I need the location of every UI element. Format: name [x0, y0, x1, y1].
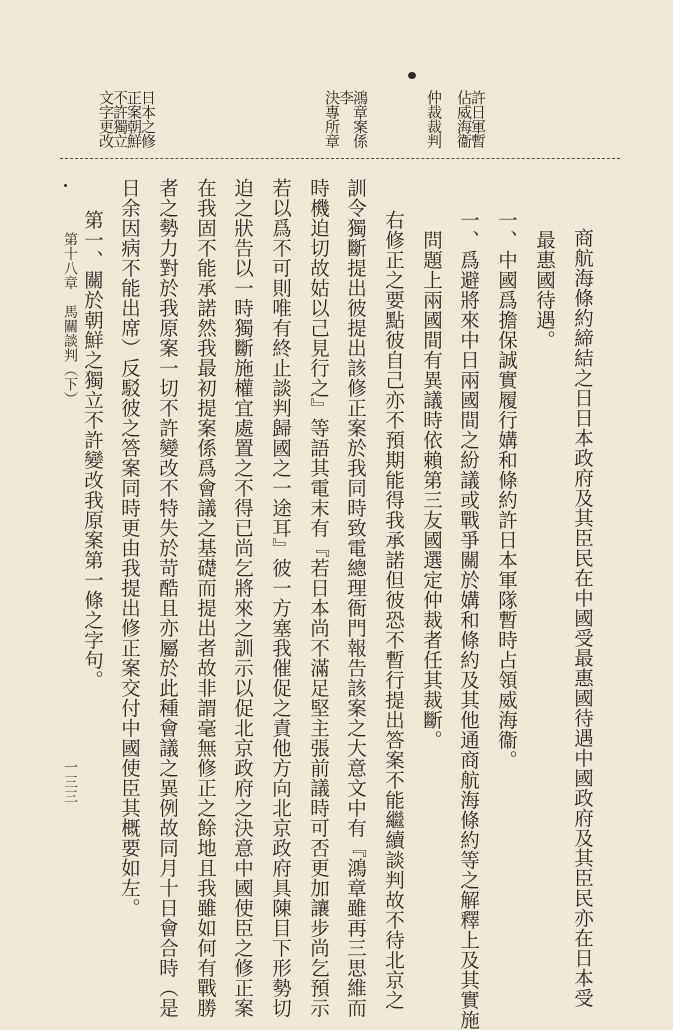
- footer-dot: [64, 184, 67, 187]
- body-line-6: 右修正之要點彼自己亦不預期能得我承諾但彼恐不暫行提出答案不能繼續談判故不待北京之: [382, 190, 405, 1010]
- body-line-4: 一、爲避將來中日兩國間之紛議或戰爭關於媾和條約及其他通商航海條約等之解釋上及其實施: [457, 210, 480, 1030]
- margin-note-text: 鴻章案係李 決專所章: [323, 90, 369, 148]
- margin-note-li-proposal: [325, 90, 367, 156]
- body-line-9: 若以爲不可則唯有終止談判歸國之一途耳』彼一方塞我催促之責他方向北京政府具陳目下形勢切: [269, 178, 292, 1018]
- body-line-3: 一、中國爲擔保誠實履行媾和條約許日本軍隊暫時占領威海衞。: [495, 210, 518, 770]
- margin-note-japan-revision: [99, 90, 155, 156]
- margin-note-arbitration: [427, 90, 441, 156]
- body-line-5: 問題上兩國間有異議時依賴第三友國選定仲裁者任其裁斷。: [420, 210, 443, 750]
- body-line-12: 者之勢力對於我原案一切不許變改不特失於苛酷且亦屬於此種會議之異例故同月十日會合時（是: [156, 178, 179, 1018]
- body-line-2: 最惠國待遇。: [533, 210, 556, 350]
- margin-note-text: 日本之修 正案朝鮮 不許獨立 文字更改: [97, 90, 157, 148]
- footer-chapter: 第十八章 馬關談判（下）: [62, 232, 78, 406]
- body-line-14: 第一、關於朝鮮之獨立不許變改我原案第一條之字句。: [81, 190, 104, 690]
- body-line-10: 迫之狀告以一時獨斷施權宜處置之不得已尚乞將來之訓示以促北京政府之決意中國使臣之修正案: [231, 178, 254, 1018]
- margin-divider: [60, 158, 620, 159]
- body-line-11: 在我固不能承諾然我最初提案係爲會議之基礎而提出者故非謂毫無修正之餘地且我雖如何有戰勝: [194, 178, 217, 1018]
- margin-note-text: 仲裁裁判: [425, 90, 443, 148]
- ink-dot: [408, 72, 416, 79]
- body-line-8: 時機迫切故姑以己見行之』等語其電末有『若日本尚不滿足堅主張前議時可否更加讓步尚乞預示: [307, 178, 330, 1018]
- margin-note-weihaiwei: [457, 90, 485, 156]
- margin-note-text: 許日軍暫 佔威海衞: [455, 90, 487, 148]
- body-line-1: 商航海條約締結之日日本政府及其臣民在中國受最惠國待遇中國政府及其臣民亦在日本受: [571, 228, 594, 1008]
- body-line-13: 日余因病不能出席）反駁彼之答案同時更由我提出修正案交付中國使臣其概要如左。: [118, 178, 141, 918]
- footer-page-number: 一三三: [62, 760, 78, 804]
- body-line-7: 訓令獨斷提出彼提出該修正案於我同時致電總理衙門報告該案之大意文中有『鴻章雖再三思維而: [344, 178, 367, 1018]
